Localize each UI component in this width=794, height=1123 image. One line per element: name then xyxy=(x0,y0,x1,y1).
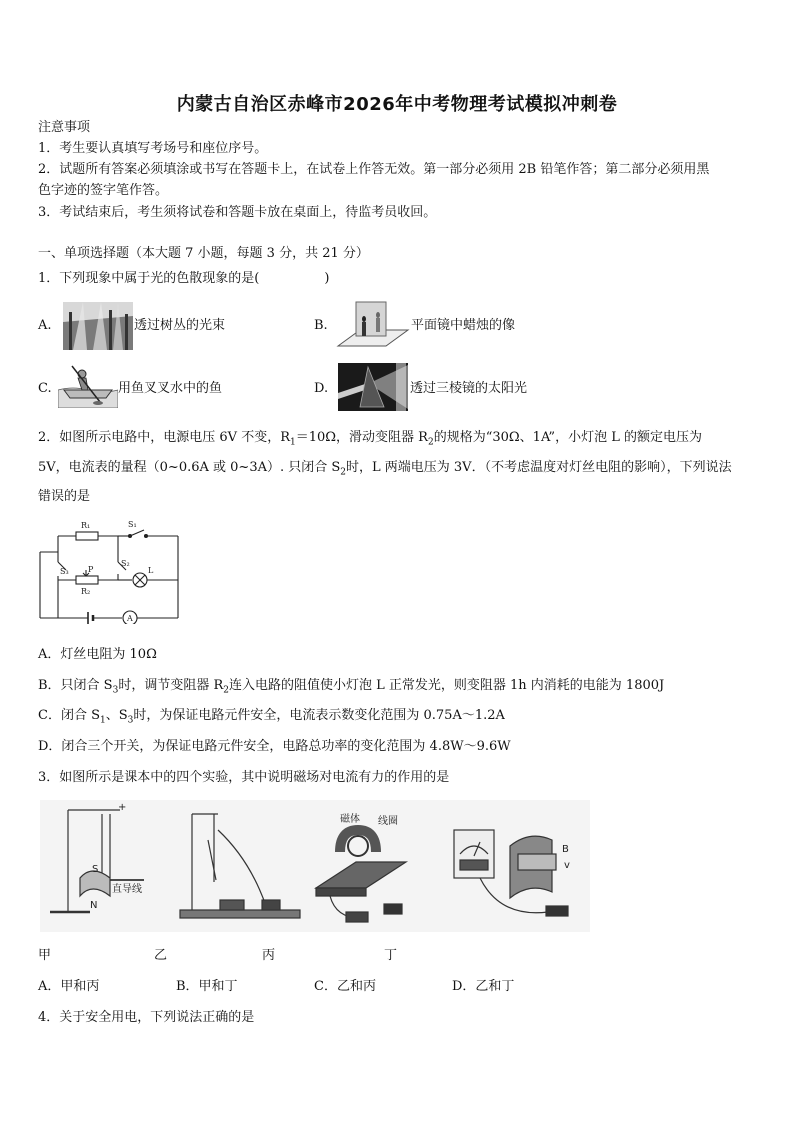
experiments-figure xyxy=(40,800,590,932)
mirror-candle-image xyxy=(336,300,410,350)
notice-item: 1．考生要认真填写考场号和座位序号。 xyxy=(38,141,268,156)
option-letter: A. xyxy=(38,318,52,333)
n-pole-label: N xyxy=(90,900,98,911)
option-letter: B. xyxy=(314,318,328,333)
option-d: D．乙和丁 xyxy=(452,979,515,994)
experiment-ding xyxy=(454,830,570,916)
option-b: B．甲和丁 xyxy=(176,979,238,994)
fishing-spear-image xyxy=(58,362,118,408)
b-label: B xyxy=(562,844,569,855)
option-text: 平面镜中蜡烛的像 xyxy=(411,318,516,333)
question-stem: 4．关于安全用电，下列说法正确的是 xyxy=(38,1010,255,1025)
option-c: C．乙和丙 xyxy=(314,979,376,994)
option-text: 透过树丛的光束 xyxy=(134,318,226,333)
experiment-jia xyxy=(50,802,144,912)
p-label: P xyxy=(88,565,94,574)
circuit-diagram xyxy=(36,518,184,624)
notice-heading: 注意事项 xyxy=(38,120,91,135)
notice-item: 2．试题所有答案必须填涂或书写在答题卡上，在试卷上作答无效。第一部分必须用 2B 铅笔作答；第二部分必须用黑 xyxy=(38,162,710,177)
s3-label: S₃ xyxy=(60,567,69,576)
s2-label: S₂ xyxy=(121,559,130,568)
prism-sunlight-image xyxy=(338,363,408,411)
figure-caption: 丁 xyxy=(384,948,398,963)
coil-label: 线圈 xyxy=(378,816,398,827)
forest-light-image xyxy=(63,302,133,350)
svg-text:+: + xyxy=(118,802,127,813)
magnet-label: 磁体 xyxy=(340,814,360,825)
option-text: 用鱼叉叉水中的鱼 xyxy=(118,381,223,396)
lamp-label: L xyxy=(148,566,154,575)
r1-label: R₁ xyxy=(81,521,91,530)
question-stem: 2．如图所示电路中，电源电压 6V 不变，$R_1=10\Omega$，滑动变阻器 $R_2$的规格为“30Ω、1A”，小灯泡 L 的额定电压为 xyxy=(38,430,702,448)
option-text: 透过三棱镜的太阳光 xyxy=(410,381,528,396)
s-pole-label: S xyxy=(92,864,99,875)
option-a: A．甲和丙 xyxy=(38,979,100,994)
question-stem: 1．下列现象中属于光的色散现象的是( ) xyxy=(38,271,330,286)
option-d: D．闭合三个开关，为保证电路元件安全，电路总功率的变化范围为 4.8W～9.6W xyxy=(38,739,511,754)
option-b: B．只闭合 $S_3$时，调节变阻器 $R_2$连入电路的阻值使小灯泡 L 正常发光，则变阻器 1h 内消耗的电能为 1800J xyxy=(38,678,665,696)
s1-label: S₁ xyxy=(128,520,137,529)
question-stem-line: 5V，电流表的量程（0~0.6A 或 0~3A）. 只闭合 $S_2$时，L 两端电压为 3V．（不考虑温度对灯丝电阻的影响），下列说法 xyxy=(38,460,732,478)
option-c: C．闭合 $S_1$、$S_3$时，为保证电路元件安全，电流表示数变化范围为 0.75A～1.2A xyxy=(38,708,505,726)
page-title: 内蒙古自治区赤峰市2026年中考物理考试模拟冲刺卷 xyxy=(176,94,618,115)
r2-label: R₂ xyxy=(81,587,91,596)
experiment-yi xyxy=(180,814,300,918)
figure-caption: 丙 xyxy=(262,948,276,963)
option-letter: D. xyxy=(314,381,329,396)
figure-caption: 甲 xyxy=(38,948,52,963)
section-heading: 一、单项选择题（本大题 7 小题，每题 3 分，共 21 分） xyxy=(38,246,369,261)
experiment-bing xyxy=(316,812,406,922)
figure-caption: 乙 xyxy=(154,948,168,963)
option-letter: C. xyxy=(38,381,52,396)
option-a: A．灯丝电阻为 10Ω xyxy=(38,647,157,662)
straight-wire-label: 直导线 xyxy=(112,884,142,895)
notice-item: 3．考试结束后，考生须将试卷和答题卡放在桌面上，待监考员收回。 xyxy=(38,205,437,220)
notice-item: 色字迹的签字笔作答。 xyxy=(38,183,169,198)
question-stem-line: 错误的是 xyxy=(38,489,91,504)
question-stem: 3．如图所示是课本中的四个实验，其中说明磁场对电流有力的作用的是 xyxy=(38,770,450,785)
ammeter-label: A xyxy=(127,614,133,623)
v-label: v xyxy=(564,860,570,871)
